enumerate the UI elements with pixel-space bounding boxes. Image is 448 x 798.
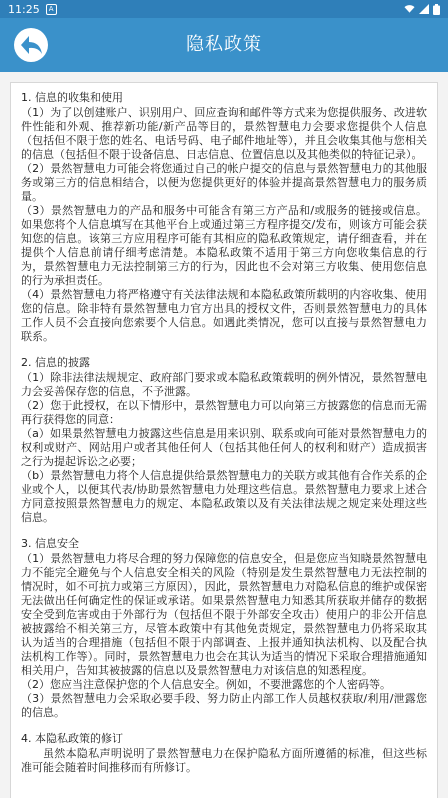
status-time: 11:25 (8, 2, 40, 16)
paragraph: （2）景然智慧电力可能会将您通过自己的帐户提交的信息与景然智慧电力的其他服务或第三方的信息相结合，以便为您提供更好的体验并提高景然智慧电力的服务质量。 (21, 162, 427, 203)
paragraph: （a）如果景然智慧电力披露这些信息是用来识别、联系或向可能对景然智慧电力的权利或财产、网站用户或者其他任何人（包括其他任何人的权利和财产）造成损害之行为提起诉讼之必要； (21, 427, 427, 468)
section-title: 3. 信息安全 (21, 537, 79, 550)
section-revision (21, 732, 427, 775)
section-disclosure (21, 356, 427, 525)
status-icons (404, 4, 440, 15)
battery-icon (433, 4, 440, 15)
paragraph: （4）景然智慧电力将严格遵守有关法律法规和本隐私政策所载明的内容收集、使用您的信息。除非特有景然智慧电力官方出具的授权文件，否则景然智慧电力的具体工作人员不会直接向您索要个人信息。如遇此类情况，您可以直接与景然智慧电力联系。 (21, 288, 427, 343)
notification-icon: A (46, 4, 57, 15)
paragraph: （b）景然智慧电力将个人信息提供给景然智慧电力的关联方或其他有合作关系的企业或个人，以便其代表/协助景然智慧电力处理这些信息。景然智慧电力要求上述合方同意按照景然智慧电力的规定、本隐私政策以及有关法律法规之规定来处理这些信息。 (21, 469, 427, 524)
paragraph: （3）景然智慧电力的产品和服务中可能含有第三方产品和/或服务的链接或信息。如果您将个人信息填写在其他平台上或通过第三方程序提交/发布，则该方可能会获知您的信息。该第三方应用程序可能有其相应的隐私政策规定，请仔细查看，并在提供个人信息前请仔细考虑清楚。本隐私政策不适用于第三方向您收集信息的行为，景然智慧电力无法控制第三方的行为，因此也不会对第三方收集、使用您信息的行为承担责任。 (21, 204, 427, 287)
wifi-icon (404, 4, 415, 14)
paragraph: 虽然本隐私声明说明了景然智慧电力在保护隐私方面所遵循的标准，但这些标准可能会随着时间推移而有所修订。 (21, 747, 427, 774)
paragraph: （2）您于此授权，在以下情形中，景然智慧电力可以向第三方披露您的信息而无需再行获得您的同意： (21, 399, 427, 426)
paragraph: （1）景然智慧电力将尽合理的努力保障您的信息安全，但是您应当知晓景然智慧电力不能完全避免与个人信息安全相关的风险（特别是发生景然智慧电力无法控制的情况时，如不可抗力或第三方原因），因此，景然智慧电力对隐私信息的维护或保密无法做出任何确定性的保证或承诺。如果景然智慧电力知悉其所获取并储存的数据安全受到危害或由于外部行为（包括但不限于外部安全攻击）使用户的非公开信息被披露给不相关第三方，尽管本政策中有其他免责规定，景然智慧电力仍将采取其认为适当的合理措施（包括但不限于内部调查、上报并通知执法机构、以及配合执法机构工作等）。同时，景然智慧电力也会在其认为适当的情况下采取合理措施通知相关用户，告知其被披露的信息以及景然智慧电力对该信息的知悉程度。 (21, 552, 427, 677)
app-bar (0, 18, 448, 72)
paragraph: （2）您应当注意保护您的个人信息安全。例如，不要泄露您的个人密码等。 (21, 678, 391, 691)
back-arrow-icon (19, 34, 43, 56)
content-area (0, 72, 448, 798)
status-bar (0, 0, 448, 18)
page-title: 隐私政策 (186, 34, 262, 55)
signal-icon (419, 4, 429, 14)
section-title: 2. 信息的披露 (21, 356, 90, 369)
section-title: 4. 本隐私政策的修订 (21, 732, 123, 745)
policy-document[interactable] (10, 82, 438, 798)
paragraph: （1）为了以创建账户、识别用户、回应查询和邮件等方式来为您提供服务、改进软件性能和外观、推荐新功能/新产品等目的，景然智慧电力会要求您提供个人信息（包括但不限于您的姓名、电话号码、电子邮件地址等），并且会收集其他与您相关的信息（包括但不限于设备信息、日志信息、位置信息以及其他类似的特征记录）。 (21, 106, 427, 161)
paragraph: （3）景然智慧电力会采取必要手段、努力防止内部工作人员越权获取/利用/泄露您的信息。 (21, 692, 427, 719)
section-title: 1. 信息的收集和使用 (21, 91, 123, 104)
section-collection-and-use (21, 91, 427, 344)
paragraph: （1）除非法律法规规定、政府部门要求或本隐私政策载明的例外情况，景然智慧电力会妥善保存您的信息，不予泄露。 (21, 371, 427, 398)
back-button[interactable] (14, 28, 48, 62)
section-security (21, 537, 427, 720)
